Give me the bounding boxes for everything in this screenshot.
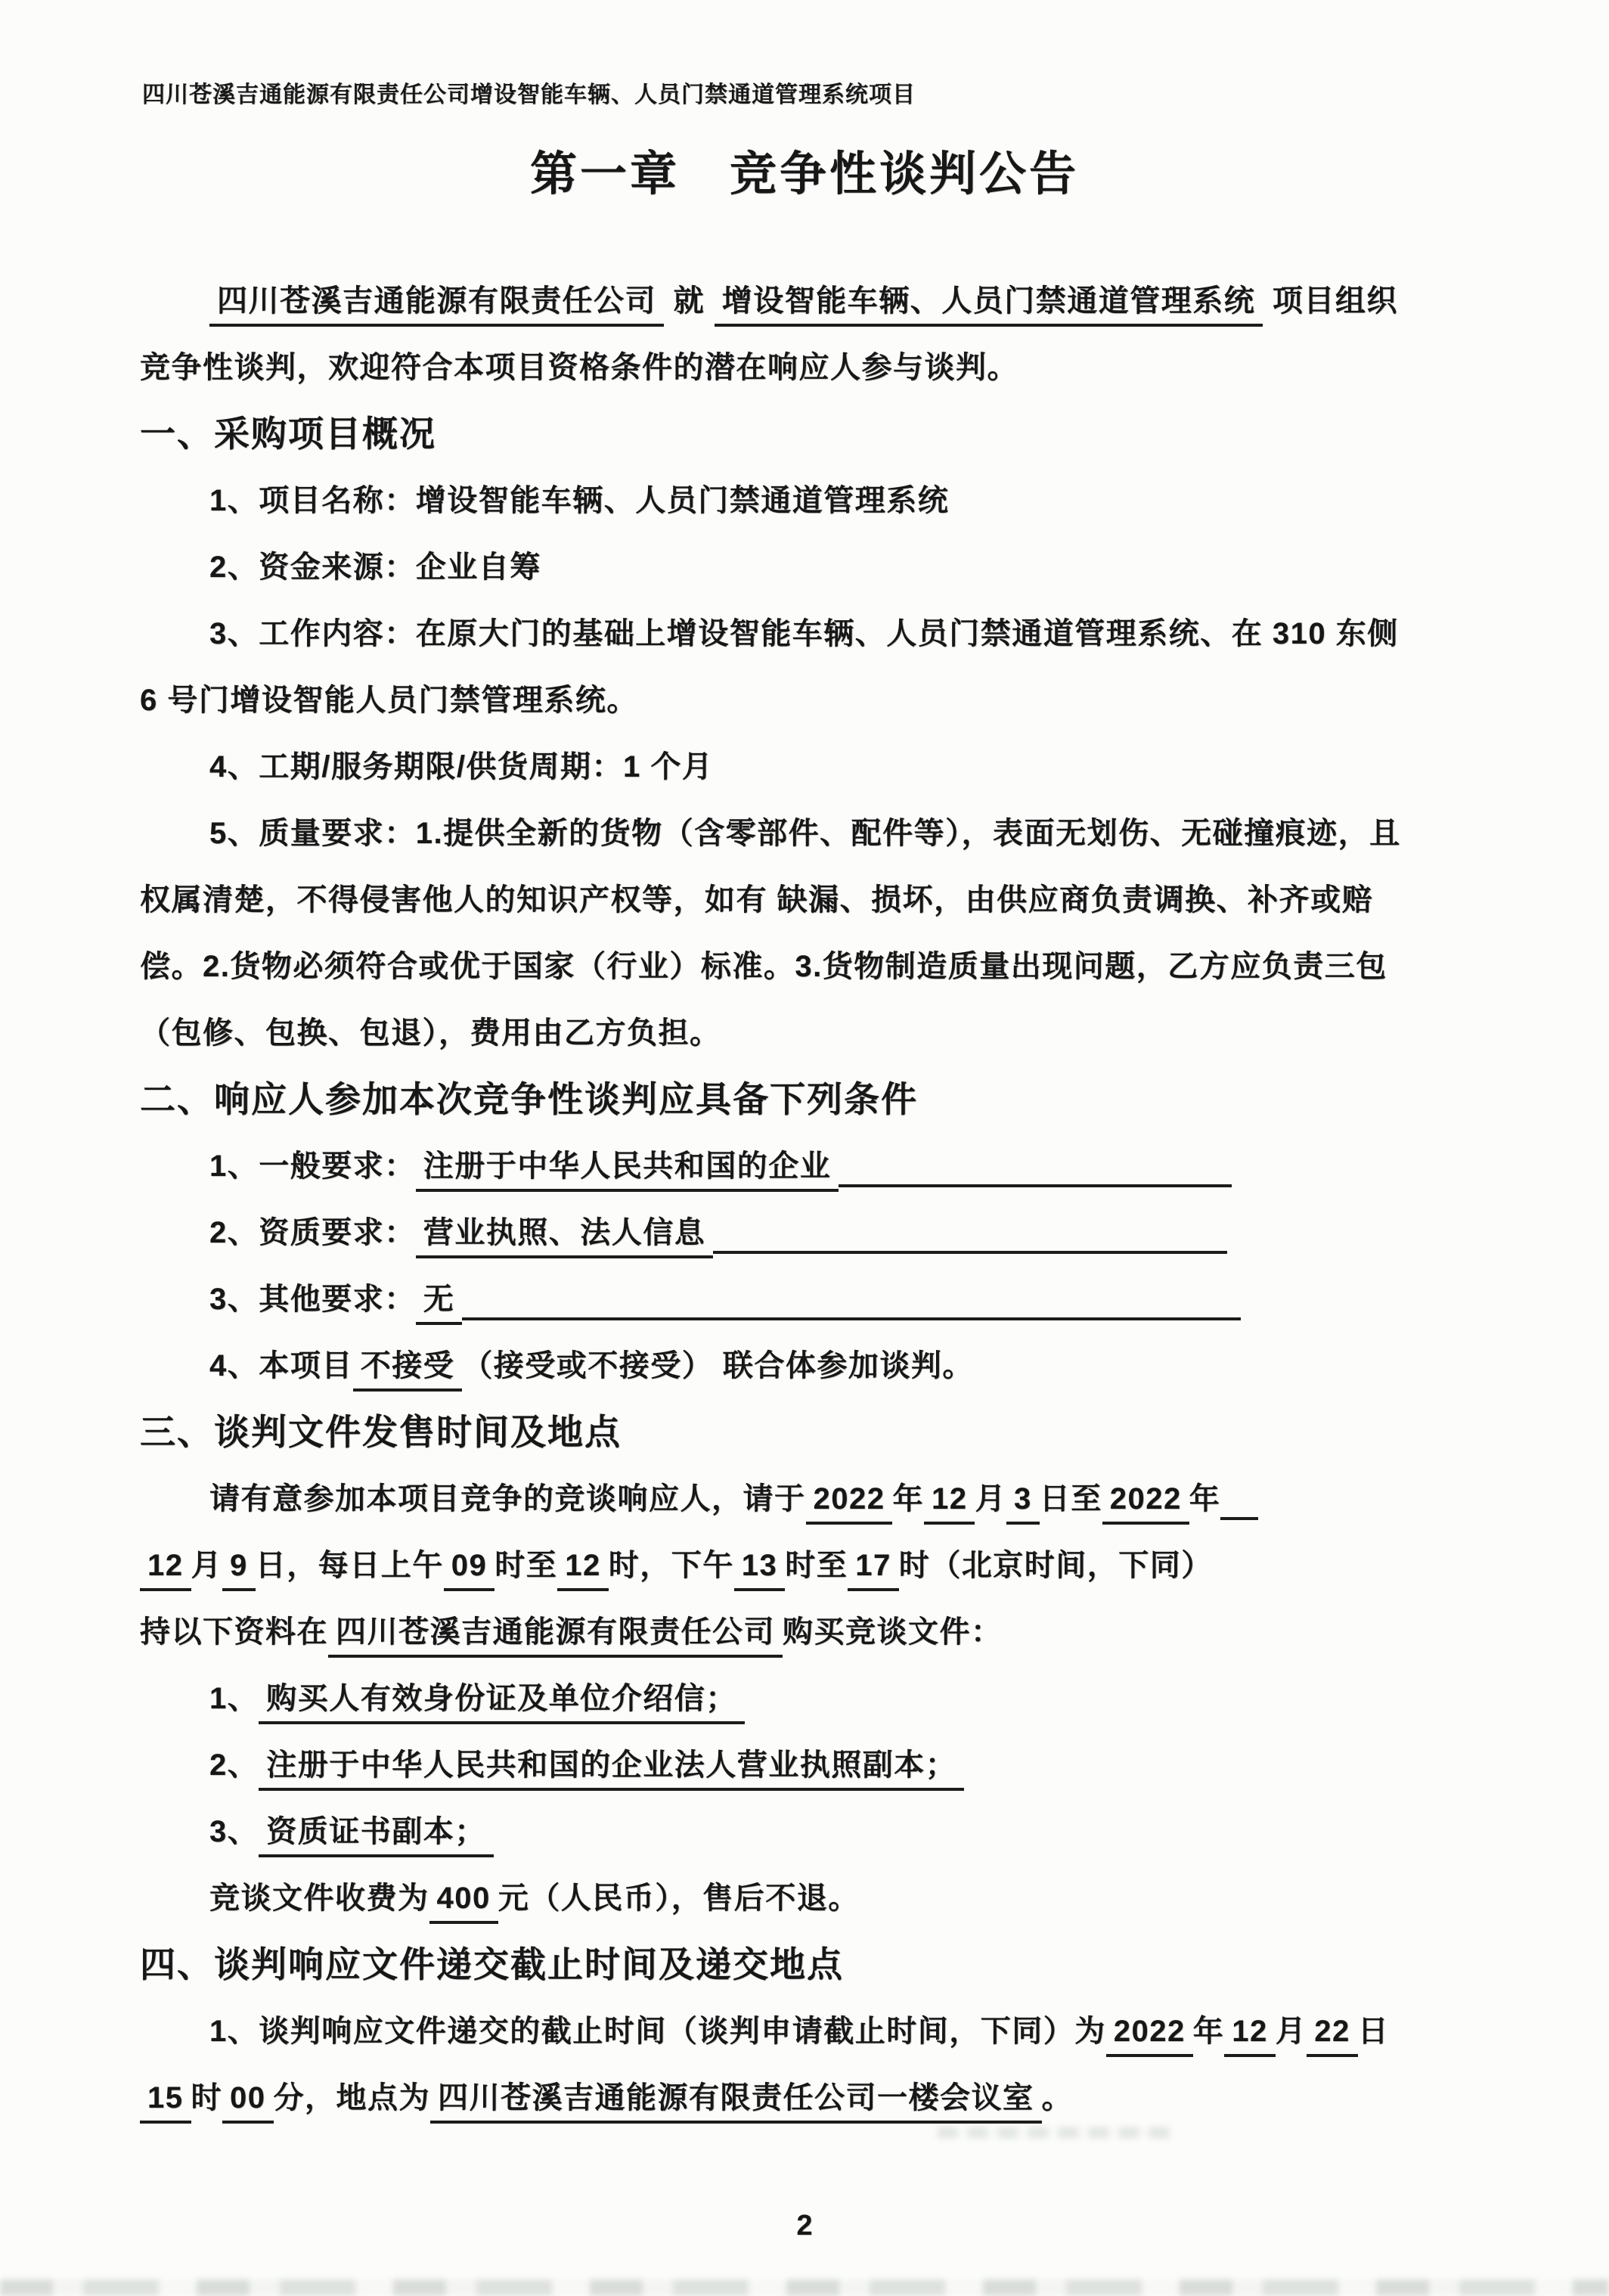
sale-time-line-1: [140, 1466, 1477, 1532]
text-segment: 时（北京时间，下同）: [898, 1549, 1213, 1582]
text-segment: 6 号门增设智能人员门禁管理系统。: [140, 684, 638, 717]
underlined-text: 无: [416, 1283, 463, 1325]
text-segment: 时至: [494, 1549, 558, 1582]
underlined-text: 四川苍溪吉通能源有限责任公司一楼会议室: [430, 2081, 1042, 2124]
text-segment: 年: [1189, 1482, 1221, 1516]
text-segment: 日: [1357, 2015, 1390, 2048]
document-body: [140, 268, 1477, 2131]
underlined-text: 22: [1307, 2015, 1358, 2057]
work-content-line-1: [140, 600, 1477, 667]
sale-time-line-2: [140, 1532, 1477, 1599]
underlined-text: 2022: [806, 1482, 893, 1525]
intro-line-1: [140, 268, 1477, 334]
underlined-text: 购买人有效身份证及单位介绍信；: [259, 1682, 745, 1724]
chapter-title: 第一章 竞争性谈判公告: [529, 148, 1079, 200]
underlined-text: 12: [1224, 2015, 1276, 2057]
text-segment: 1、谈判响应文件递交的截止时间（谈判申请截止时间，下同）为: [209, 2015, 1106, 2048]
quality-item-line-2: [140, 867, 1477, 933]
text-segment: 年: [892, 1482, 924, 1516]
underlined-text: 12: [924, 1482, 975, 1525]
text-segment: 3、工作内容：在原大门的基础上增设智能车辆、人员门禁通道管理系统、在 310 东侧: [209, 617, 1399, 650]
blank-fill-underline: [839, 1184, 1232, 1187]
blank-fill-underline: [1220, 1517, 1258, 1520]
quality-item-line-1: [140, 800, 1477, 867]
text-segment: 2、资金来源：企业自筹: [209, 551, 541, 584]
purchase-material-1: [140, 1665, 1477, 1732]
text-segment: 日至: [1039, 1482, 1102, 1516]
text-segment: 1、项目名称：增设智能车辆、人员门禁通道管理系统: [209, 484, 950, 517]
blank-fill-underline: [713, 1251, 1227, 1254]
text-segment: 3、: [209, 1815, 259, 1848]
text-segment: 偿。2.货物必须符合或优于国家（行业）标准。3.货物制造质量出现问题，乙方应负责三包: [140, 950, 1387, 983]
text-segment: 就: [664, 284, 715, 318]
text-segment: 1、: [209, 1682, 259, 1715]
text-segment: 5、质量要求：1.提供全新的货物（含零部件、配件等），表面无划伤、无碰撞痕迹，且: [209, 817, 1401, 850]
text-segment: 4、工期/服务期限/供货周期：1 个月: [209, 750, 714, 783]
document-header: 四川苍溪吉通能源有限责任公司增设智能车辆、人员门禁通道管理系统项目: [142, 82, 916, 107]
text-segment: 2、资质要求：: [209, 1216, 416, 1249]
general-requirement-item: [140, 1133, 1477, 1199]
underlined-text: 09: [444, 1549, 495, 1591]
scan-ghost-smudge: [938, 2127, 1172, 2139]
underlined-text: 12: [557, 1549, 609, 1591]
section-1-heading: [140, 401, 1477, 467]
purchase-material-3: [140, 1798, 1477, 1865]
text-segment: 时，下午: [608, 1549, 734, 1582]
funding-source-item: [140, 534, 1477, 600]
qualification-requirement-item: [140, 1199, 1477, 1266]
text-segment: 分，地点为: [273, 2081, 430, 2114]
underlined-text: 400: [429, 1882, 498, 1924]
text-segment: 持以下资料在: [140, 1615, 328, 1649]
text-segment: （接受或不接受） 联合体参加谈判。: [462, 1349, 974, 1382]
section-4-heading: [140, 1931, 1477, 1998]
text-segment: 权属清楚，不得侵害他人的知识产权等，如有 缺漏、损坏，由供应商负责调换、补齐或赔: [140, 883, 1374, 917]
underlined-text: 9: [222, 1549, 256, 1591]
underlined-text: 四川苍溪吉通能源有限责任公司: [328, 1615, 783, 1658]
work-content-line-2: [140, 667, 1477, 734]
deadline-line-1: [140, 1998, 1477, 2065]
page-number: 2: [796, 2210, 813, 2242]
underlined-text: 12: [140, 1549, 191, 1591]
underlined-text: 增设智能车辆、人员门禁通道管理系统: [715, 284, 1263, 327]
underlined-text: 注册于中华人民共和国的企业: [416, 1150, 839, 1192]
underlined-text: 17: [848, 1549, 899, 1591]
text-segment: 元（人民币），售后不退。: [498, 1882, 860, 1915]
underlined-text: 13: [734, 1549, 786, 1591]
quality-item-line-3: [140, 933, 1477, 1000]
underlined-text: 3: [1006, 1482, 1040, 1525]
deadline-line-2: [140, 2065, 1477, 2131]
underlined-text: 注册于中华人民共和国的企业法人营业执照副本；: [259, 1748, 964, 1791]
underlined-text: 四川苍溪吉通能源有限责任公司: [209, 284, 664, 327]
text-segment: 时至: [785, 1549, 848, 1582]
duration-item: [140, 734, 1477, 800]
underlined-text: 2022: [1102, 1482, 1189, 1525]
text-segment: 请有意参加本项目竞争的竞谈响应人，请于: [209, 1482, 806, 1516]
quality-item-line-4: [140, 1000, 1477, 1066]
document-fee-line: [140, 1865, 1477, 1931]
underlined-text: 2022: [1106, 2015, 1193, 2057]
project-name-item: [140, 467, 1477, 534]
underlined-text: 00: [222, 2081, 274, 2124]
text-segment: 日，每日上午: [255, 1549, 444, 1582]
other-requirement-item: [140, 1266, 1477, 1333]
text-segment: 1、一般要求：: [209, 1150, 416, 1183]
text-segment: 竞谈文件收费为: [209, 1882, 429, 1915]
text-segment: 。: [1041, 2081, 1073, 2114]
text-segment: 年: [1192, 2015, 1225, 2048]
section-3-heading: [140, 1399, 1477, 1466]
text-segment: 3、其他要求：: [209, 1283, 416, 1316]
scan-bleed-artifact-band: [0, 2279, 1609, 2296]
underlined-text: 资质证书副本；: [259, 1815, 494, 1857]
purchase-material-2: [140, 1732, 1477, 1798]
underlined-text: 营业执照、法人信息: [416, 1216, 714, 1258]
text-segment: 月: [1275, 2015, 1307, 2048]
text-segment: 2、: [209, 1748, 259, 1782]
blank-fill-underline: [462, 1317, 1241, 1320]
text-segment: 一、采购项目概况: [140, 414, 436, 454]
text-segment: 4、本项目: [209, 1349, 353, 1382]
text-segment: 月: [975, 1482, 1006, 1516]
text-segment: 二、响应人参加本次竞争性谈判应具备下列条件: [140, 1079, 918, 1119]
text-segment: 购买竞谈文件：: [783, 1615, 1003, 1649]
text-segment: 四、谈判响应文件递交截止时间及递交地点: [140, 1944, 844, 1984]
section-2-heading: [140, 1066, 1477, 1133]
text-segment: 时: [191, 2081, 222, 2114]
text-segment: （包修、包换、包退），费用由乙方负担。: [140, 1016, 721, 1050]
sale-time-line-3: [140, 1599, 1477, 1665]
intro-line-2: [140, 334, 1477, 401]
underlined-text: 15: [140, 2081, 191, 2124]
text-segment: 三、谈判文件发售时间及地点: [140, 1412, 622, 1452]
consortium-item: [140, 1333, 1477, 1399]
underlined-text: 不接受: [353, 1349, 463, 1392]
text-segment: 月: [191, 1549, 222, 1582]
text-segment: 竞争性谈判，欢迎符合本项目资格条件的潜在响应人参与谈判。: [140, 351, 1018, 384]
text-segment: 项目组织: [1263, 284, 1398, 318]
